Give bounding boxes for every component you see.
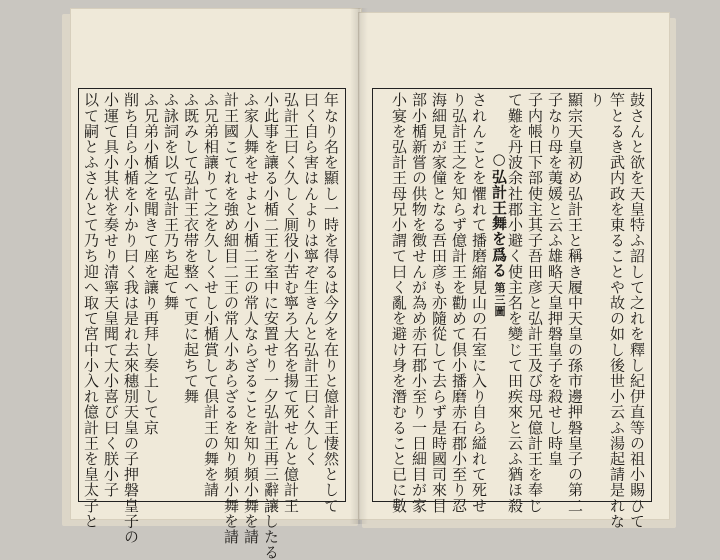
section-heading-text: ○弘計王舞を爲る — [490, 150, 508, 278]
text-column: ふ既みして弘計王衣帯を整へて更に起ちて舞 — [182, 92, 200, 404]
text-column: て難を丹波余社郡小避く使主名を變じて田疾來と云ふ猶ほ殺 — [506, 92, 524, 514]
text-column: 以て嗣とふさんとて乃ち迎へ取て宮中小入れ億計王を皇太子と — [82, 92, 100, 529]
text-column: 小宴を弘計王母兄小謂て曰く亂を避け身を潛むること已に數 — [390, 92, 408, 514]
text-column: り弘計王之を知らず億計王を勸めて倶小播磨赤石郡小至り忍 — [450, 92, 468, 514]
section-heading — [490, 150, 508, 317]
text-column: 弘計王曰く久しく厠役小苦む寧ろ大名を揚て死せんと億計王 — [282, 92, 300, 514]
text-column: 海細見が家僮となる吾田彦も亦隨從して去らず是時國司來目 — [430, 92, 448, 514]
text-column: 鼓さんと欲を天皇特ふ詔して之れを釋し紀伊直等の祖小賜ひて — [628, 92, 646, 529]
text-column: 曰く自ら害はんよりは寧ぞ生きんと弘計王曰く久しく — [302, 92, 320, 467]
text-column: ふ兄弟小楯之を聞きて座を讓り再拜し奏上して京 — [142, 92, 160, 436]
text-column: 子なり母を荑媛と云ふ雄略天皇押磐皇子を殺せし時皇 — [546, 92, 564, 467]
text-column: ふ詠詞を以て弘計王乃ち起て舞 — [162, 92, 180, 311]
text-column: 年なり名を顯し一時を得るは今夕を在りと億計王悽然として — [322, 92, 340, 514]
text-column: 計王國こてれを強め細目二王の常人小あらざるを知り頻小舞を請 — [222, 92, 240, 545]
text-column: 削ち自ら小楯を小かり曰く我は是れ去來穗別天皇の子押磐皇子の — [122, 92, 140, 545]
text-column: 小此事を讓る小楯二王を室中に安置せり一夕弘計王再三辭讓したる — [262, 92, 280, 560]
text-column: されんことを懼れて播磨縮見山の石室に入り自ら縊れて死せ — [470, 92, 488, 514]
text-column: 小運て具小其状を奏せり清寧天皇聞て大小喜び曰く朕小子 — [102, 92, 120, 498]
text-column: ふ兄弟相讓りて之を久しくせし小楯賞して倶計王の舞を請 — [202, 92, 220, 498]
text-column: ふ家人舞をせよと小楯二王の常人ならざることを知り頻小舞を請 — [242, 92, 260, 545]
text-column: 子内帳日下部使主其子吾田彦と弘計王及び母兄億計王を奉じ — [526, 92, 544, 514]
text-column: り — [588, 92, 606, 108]
text-column: 部小楯新嘗の供物を徴せんが為め赤石郡小至り一日細目が家 — [410, 92, 428, 514]
text-column: 顯宗天皇初め弘計王と稱き履中天皇の孫市邊押磐皇子の第二 — [566, 92, 584, 514]
text-column: 竿とるき武内政を東ることや故の如し後世小云ふ湯起請是れな — [608, 92, 626, 529]
plate-label: 第三圖 — [493, 281, 506, 317]
